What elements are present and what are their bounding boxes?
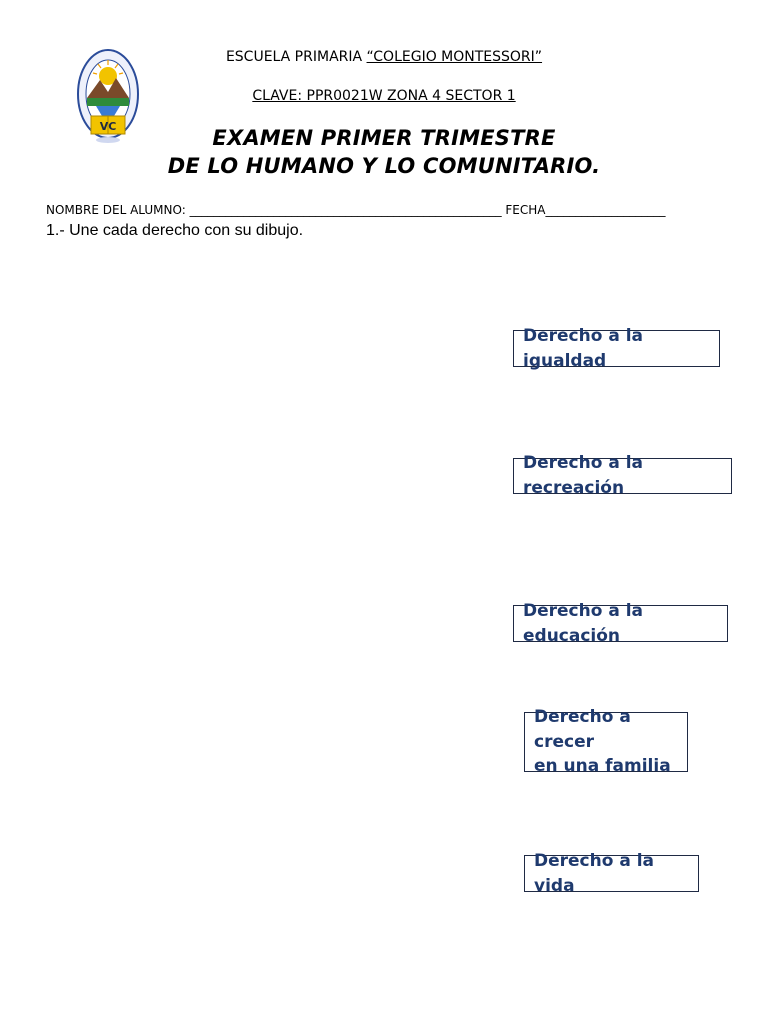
- student-fields: [46, 203, 666, 217]
- school-prefix: ESCUELA PRIMARIA: [225, 49, 367, 65]
- right-box-recreacion: [513, 453, 732, 498]
- right-box-educacion: [513, 600, 728, 646]
- instruction-text: 1.- Une cada derecho con su dibujo.: [46, 222, 304, 239]
- right-box-vida: [524, 850, 699, 896]
- right-label: Derecho a la igualdad: [523, 325, 644, 371]
- right-label-line1: Derecho a crecer: [534, 707, 631, 752]
- clave-text: CLAVE: PPR0021W ZONA 4 SECTOR 1: [252, 88, 516, 104]
- right-box-familia: [524, 707, 688, 777]
- right-label: Derecho a la educación: [523, 600, 644, 646]
- name-label: NOMBRE DEL ALUMNO:: [46, 203, 190, 217]
- exam-title-line1: EXAMEN PRIMER TRIMESTRE: [212, 126, 556, 150]
- school-clave: [150, 88, 618, 104]
- right-label-line2: en una familia: [534, 756, 671, 777]
- right-box-igualdad: [513, 325, 720, 371]
- school-name-line: [150, 49, 618, 65]
- exam-title-line2: DE LO HUMANO Y LO COMUNITARIO.: [167, 154, 601, 178]
- logo-initials: VC: [99, 120, 117, 133]
- date-blank[interactable]: ____________________: [545, 203, 666, 217]
- right-label: Derecho a la recreación: [523, 453, 644, 498]
- name-blank[interactable]: ____________________________________________________: [189, 203, 502, 217]
- school-name: “COLEGIO MONTESSORI”: [366, 49, 543, 65]
- date-label: FECHA: [501, 203, 546, 217]
- right-label: Derecho a la vida: [534, 850, 655, 896]
